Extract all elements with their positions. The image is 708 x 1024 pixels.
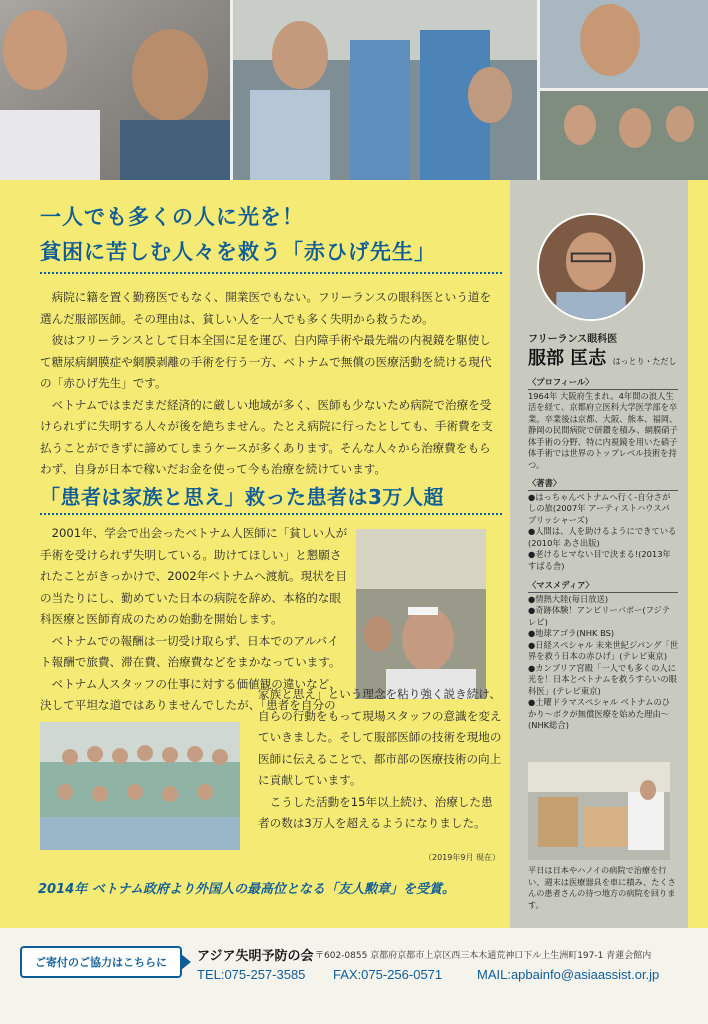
media-section — [528, 580, 678, 732]
book-item: ●はっちゃんベトナムへ行く-自分さがしの旅(2007年 アーティストハウスパブリッシャーズ) — [528, 491, 671, 525]
email-link[interactable]: MAIL:apbainfo@asiaassist.or.jp — [477, 967, 660, 982]
award-line: 2014年 ベトナム政府より外国人の最高位となる「友人勲章」を受賞。 — [38, 882, 456, 897]
profile-bio-section — [528, 377, 678, 471]
media-item: ●日経スペシャル 未来世紀ジパング「世界を救う日本の赤ひげ」(テレビ東京) — [528, 639, 679, 661]
story-paragraph: ベトナム人スタッフの仕事に対する価値観の違いなど、決して平坦な道ではありませんでしたが、「患者を自分の — [40, 676, 341, 712]
intro-paragraph: 彼はフリーランスとして日本全国に足を運び、白内障手術や最先端の内視鏡を駆使して糖尿病網膜症や網膜剥離の手術を行う一方、ベトナムで無償の医療活動を続ける現代の「赤ひげ先生」です。 — [40, 333, 492, 390]
arrow-right-icon — [181, 954, 191, 970]
phone-number[interactable]: TEL:075-257-3585 — [197, 967, 306, 982]
books-title: 〈著書〉 — [528, 478, 678, 491]
doctor-role: フリーランス眼科医 — [528, 334, 618, 345]
subheading: 「患者は家族と思え」救った患者は3万人超 — [40, 485, 444, 509]
story-paragraph: ベトナムでの報酬は一切受け取らず、日本でのアルバイト報酬で旅費、滞在費、治療費などをまかなっています。 — [40, 633, 341, 669]
book-item: ●老けるヒマない目で決まる!(2013年 すばる舎) — [528, 549, 671, 571]
bio-text: 1964年 大阪府生まれ。4年間の浪人生活を経て、京都府立医科大学医学部を卒業。卒業後は京都、大阪、熊本、福岡、静岡の民間病院で研鑽を積み、網膜硝子体手術の分野、特に内視鏡を用いた硝子体手術では世界のトップレベル技術を持つ。 — [528, 390, 678, 470]
headline-line-1: 一人でも多くの人に光を！ — [40, 205, 304, 229]
intro-paragraph: ベトナムではまだまだ経済的に厳しい地域が多く、医師も少ないため病院で治療を受けられずに失明する人々が後を絶ちません。たとえ病院に行ったとしても、手術費を支払うことができずに諦めてしまうケースが多くあります。そんな人々から治療費をもらわず、自身が日本で稼いだお金を使って今も治療を続けています。 — [40, 397, 493, 476]
intro-paragraph: 病院に籍を置く勤務医でもなく、開業医でもない。フリーランスの眼科医という道を選んだ服部医師。その理由は、貧しい人を一人でも多く失明から救うため。 — [40, 290, 492, 326]
media-item: ●情熱大陸(毎日放送) — [528, 593, 609, 604]
subheading-divider — [40, 513, 502, 515]
media-item: ●土曜ドラマスペシャル ベトナムのひかり～ボクが無償医療を始めた理由～(NHK総合) — [528, 697, 671, 730]
doctor-name-text: 服部 匡志 — [528, 348, 607, 369]
staff-group-photo — [40, 722, 240, 850]
media-item: ●奇跡体験！アンビリーバボー(フジテレビ) — [528, 605, 671, 627]
doctor-name — [528, 344, 677, 370]
headline-line-2: 貧困に苦しむ人々を救う「赤ひげ先生」 — [40, 240, 436, 264]
bio-title: 〈プロフィール〉 — [528, 377, 678, 390]
top-photo-collage — [0, 0, 708, 180]
date-note: （2019年9月 現在） — [424, 853, 500, 862]
van-photo-caption: 平日は日本やハノイの病院で治療を行い、週末は医療器具を車に積み、たくさんの患者さんの待つ地方の病院を回ります。 — [528, 865, 676, 910]
right-accent-stripe — [688, 180, 708, 928]
collage-photos — [0, 0, 708, 180]
story-continued-text — [258, 684, 502, 835]
books-section — [528, 478, 678, 572]
story-paragraph: 家族と思え」という理念を粘り強く説き続け、自らの行動をもって現場スタッフの意識を変えていきました。そして服部医師の技術を現地の医師に伝えることで、都市部の医療技術の向上に貢献しています。 — [258, 687, 502, 787]
doctor-portrait — [537, 213, 645, 321]
org-name: アジア失明予防の会 — [197, 949, 314, 964]
intro-text — [40, 287, 500, 481]
story-paragraph: 2001年、学会で出会ったベトナム人医師に「貧しい人が手術を受けられず失明している。助けてほしい」と懇願されたことがきっかけで、2002年ベトナムへ渡航。現状を目の当たりにし、勤めていた日本の病院を辞め、本格的な眼科医療と医師育成のための始動を開始します。 — [40, 526, 348, 626]
media-item: ●カンブリア宮殿「一人でも多くの人に光を！日本とベトナムを救うすらいの眼科医」(テレビ東京) — [528, 662, 677, 696]
doctor-name-reading: はっとり・ただし — [612, 357, 677, 366]
story-paragraph: こうした活動を15年以上続け、治療した患者の数は3万人を超えるようになりました。 — [258, 794, 493, 830]
van-photo — [528, 762, 670, 860]
media-item: ●地球アゴラ(NHK BS) — [528, 628, 615, 638]
patient-photo — [356, 529, 486, 699]
fax-number: FAX:075-256-0571 — [333, 967, 443, 982]
headline-divider — [40, 272, 502, 274]
donate-button[interactable] — [20, 946, 182, 978]
media-title: 〈マスメディア〉 — [528, 580, 678, 593]
book-item: ●人間は、人を助けるようにできている(2010年 あさ出版) — [528, 526, 677, 548]
org-address: 〒602-0855 京都府京都市上京区西三本木通荒神口下ル上生洲町197-1 青蓮会館内 — [315, 951, 652, 961]
donate-label: ご寄付のご協力はこちらに — [35, 956, 167, 969]
